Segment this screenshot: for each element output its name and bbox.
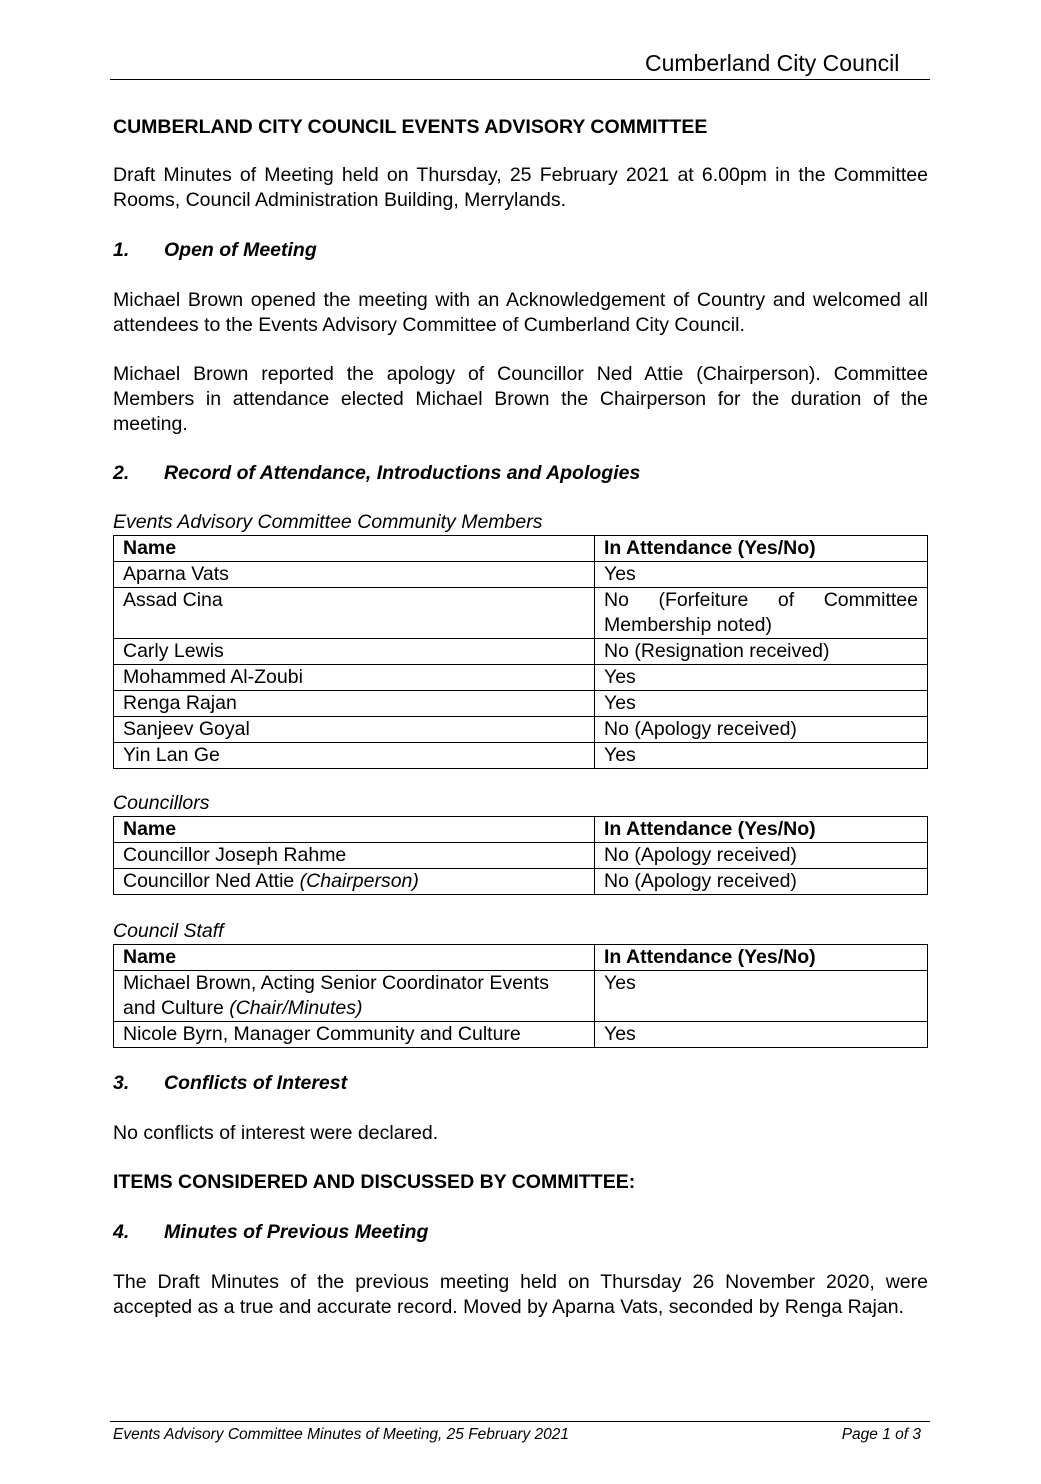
table-row	[114, 869, 928, 895]
attendance-status: Yes	[595, 562, 928, 588]
section-3-body: No conflicts of interest were declared.	[113, 1122, 439, 1144]
section-1-heading	[113, 238, 317, 263]
attendance-status: Yes	[595, 971, 928, 1022]
section-4-number: 4.	[113, 1221, 130, 1243]
section-3-title: Conflicts of Interest	[164, 1072, 348, 1094]
councillor-name-text: Councillor Ned Attie	[123, 870, 300, 892]
table-header-row	[114, 817, 928, 843]
attendance-status: No (Resignation received)	[595, 639, 928, 665]
member-name: Renga Rajan	[114, 691, 595, 717]
column-header-attendance: In Attendance (Yes/No)	[595, 945, 928, 971]
table-row	[114, 665, 928, 691]
council-staff-table	[113, 944, 928, 1048]
intro-paragraph: Draft Minutes of Meeting held on Thursday, 25 February 2021 at 6.00pm in the Committee Rooms, Council Administration Building, Merrylands.	[113, 164, 928, 211]
section-4-title: Minutes of Previous Meeting	[164, 1221, 429, 1243]
councillor-name-text: Councillor Joseph Rahme	[123, 844, 347, 866]
staff-name-text: Nicole Byrn, Manager Community and Culture	[123, 1023, 521, 1045]
attendance-status: Yes	[595, 691, 928, 717]
attendance-status: No (Apology received)	[595, 843, 928, 869]
table-header-row	[114, 536, 928, 562]
council-staff-caption: Council Staff	[113, 920, 224, 942]
column-header-attendance: In Attendance (Yes/No)	[595, 536, 928, 562]
councillors-caption: Councillors	[113, 792, 210, 814]
table-row	[114, 691, 928, 717]
column-header-name: Name	[114, 817, 595, 843]
column-header-name: Name	[114, 536, 595, 562]
attendance-status: Yes	[595, 1022, 928, 1048]
table-row	[114, 639, 928, 665]
footer-divider	[110, 1421, 930, 1422]
items-considered-heading: ITEMS CONSIDERED AND DISCUSSED BY COMMITTEE:	[113, 1171, 636, 1193]
table-row	[114, 588, 928, 639]
section-1-number: 1.	[113, 239, 130, 261]
column-header-attendance: In Attendance (Yes/No)	[595, 817, 928, 843]
member-name: Sanjeev Goyal	[114, 717, 595, 743]
document-title: CUMBERLAND CITY COUNCIL EVENTS ADVISORY COMMITTEE	[113, 116, 708, 138]
attendance-status: No (Apology received)	[595, 869, 928, 895]
section-1-title: Open of Meeting	[164, 239, 317, 261]
community-members-table	[113, 535, 928, 769]
table-header-row	[114, 945, 928, 971]
attendance-status: No (Forfeiture of Committee Membership noted)	[595, 588, 928, 639]
attendance-status: No (Apology received)	[595, 717, 928, 743]
community-members-caption: Events Advisory Committee Community Members	[113, 511, 543, 533]
section-4-body: The Draft Minutes of the previous meeting held on Thursday 26 November 2020, were accepted as a true and accurate record. Moved by Aparna Vats, seconded by Renga Rajan.	[113, 1271, 928, 1318]
section-4-heading	[113, 1220, 428, 1245]
section-3-number: 3.	[113, 1072, 130, 1094]
councillor-name	[114, 843, 595, 869]
staff-name-text: Michael Brown, Acting Senior Coordinator Events and Culture	[123, 972, 549, 1019]
councillors-table	[113, 816, 928, 895]
attendance-status: Yes	[595, 743, 928, 769]
table-row	[114, 843, 928, 869]
member-name: Yin Lan Ge	[114, 743, 595, 769]
staff-name	[114, 1022, 595, 1048]
header-divider	[110, 79, 930, 80]
member-name: Mohammed Al-Zoubi	[114, 665, 595, 691]
table-row	[114, 971, 928, 1022]
table-row	[114, 562, 928, 588]
footer-document-title: Events Advisory Committee Minutes of Meeting, 25 February 2021	[113, 1426, 570, 1443]
table-row	[114, 717, 928, 743]
table-row	[114, 743, 928, 769]
header-org-name: Cumberland City Council	[645, 50, 900, 76]
member-name: Carly Lewis	[114, 639, 595, 665]
column-header-name: Name	[114, 945, 595, 971]
staff-role: (Chair/Minutes)	[229, 997, 363, 1019]
section-2-title: Record of Attendance, Introductions and Apologies	[164, 462, 641, 484]
councillor-name	[114, 869, 595, 895]
section-1-paragraph-1: Michael Brown opened the meeting with an Acknowledgement of Country and welcomed all attendees to the Events Advisory Committee of Cumberland City Council.	[113, 289, 928, 336]
councillor-role: (Chairperson)	[299, 870, 419, 892]
section-1-paragraph-2: Michael Brown reported the apology of Councillor Ned Attie (Chairperson). Committee Members in attendance elected Michael Brown the Chairperson for the duration of the meeting.	[113, 363, 928, 435]
member-name: Aparna Vats	[114, 562, 595, 588]
member-name: Assad Cina	[114, 588, 595, 639]
table-row	[114, 1022, 928, 1048]
footer-page-number: Page 1 of 3	[841, 1426, 921, 1443]
attendance-status: Yes	[595, 665, 928, 691]
staff-name	[114, 971, 595, 1022]
section-2-number: 2.	[113, 462, 130, 484]
section-3-heading	[113, 1071, 347, 1096]
section-2-heading	[113, 461, 640, 486]
